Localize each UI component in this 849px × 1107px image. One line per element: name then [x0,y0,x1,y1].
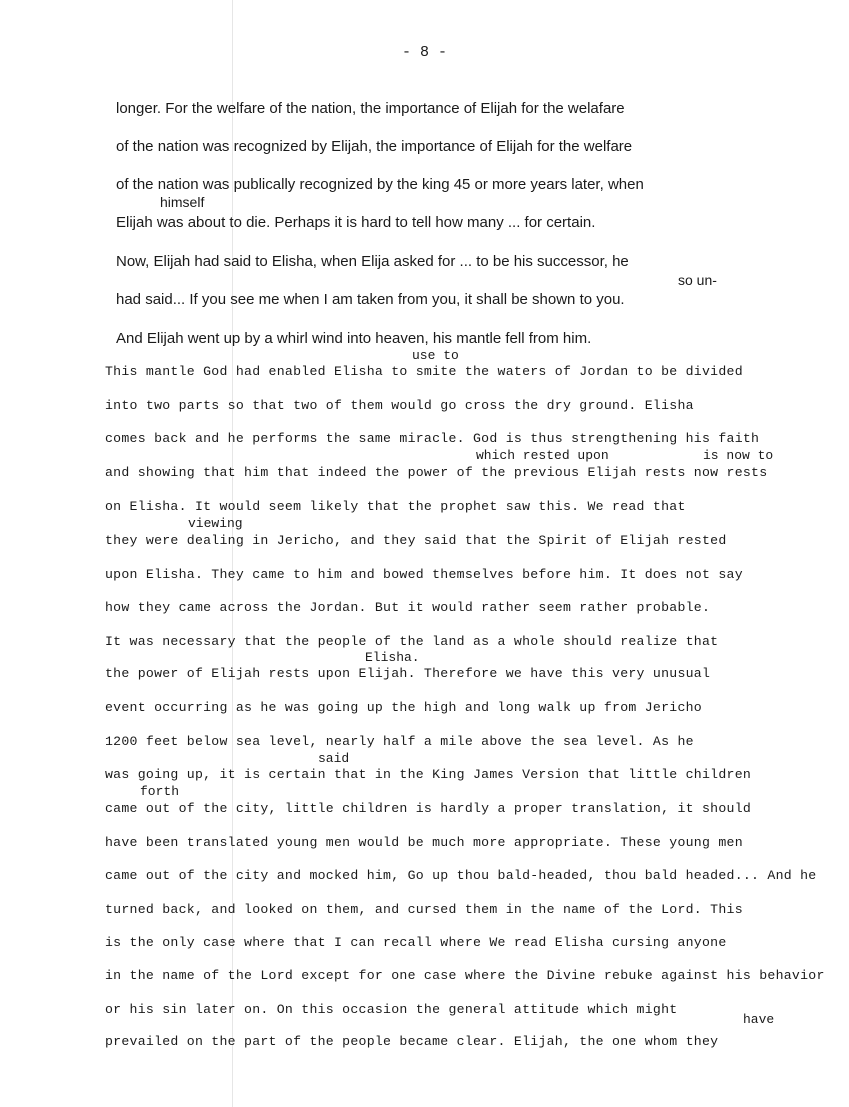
text-line: upon Elisha. They came to him and bowed themselves before him. It does not say [105,567,743,582]
text-line: event occurring as he was going up the high and long walk up from Jericho [105,700,702,715]
page-number: - 8 - [401,44,447,61]
interlinear-insertion: so un- [678,272,717,288]
interlinear-insertion: viewing [188,516,243,531]
text-line: in the name of the Lord except for one case where the Divine rebuke against his behavior [105,968,825,983]
text-line: into two parts so that two of them would go cross the dry ground. Elisha [105,398,694,413]
interlinear-insertion: use to [412,348,459,363]
text-line: of the nation was recognized by Elijah, the importance of Elijah for the welfare [116,138,633,155]
text-line: is the only case where that I can recall where We read Elisha cursing anyone [105,935,727,950]
text-line: 1200 feet below sea level, nearly half a mile above the sea level. As he [105,734,694,749]
interlinear-insertion: is now to [703,448,774,463]
text-line: It was necessary that the people of the land as a whole should realize that [105,634,719,649]
text-line: comes back and he performs the same miracle. God is thus strengthening his faith [105,431,760,446]
text-line: came out of the city and mocked him, Go up thou bald-headed, thou bald headed... And he [105,868,817,883]
text-line: turned back, and looked on them, and cursed them in the name of the Lord. This [105,902,743,917]
interlinear-insertion: have [743,1012,775,1027]
text-line: This mantle God had enabled Elisha to smite the waters of Jordan to be divided [105,364,743,379]
text-line: and showing that him that indeed the power of the previous Elijah rests now rests [105,465,768,480]
interlinear-insertion: forth [140,784,180,799]
text-line: they were dealing in Jericho, and they said that the Spirit of Elijah rested [105,533,727,548]
interlinear-insertion: himself [160,194,205,210]
text-line: of the nation was publically recognized by the king 45 or more years later, when [116,176,644,193]
text-line: on Elisha. It would seem likely that the prophet saw this. We read that [105,499,686,514]
text-line: have been translated young men would be much more appropriate. These young men [105,835,743,850]
text-line: longer. For the welfare of the nation, the importance of Elijah for the welafare [116,100,625,117]
text-line: Now, Elijah had said to Elisha, when Elija asked for ... to be his successor, he [116,253,629,270]
text-line: had said... If you see me when I am taken from you, it shall be shown to you. [116,291,625,308]
interlinear-insertion: which rested upon [476,448,609,463]
interlinear-insertion: Elisha. [365,650,420,665]
text-line: or his sin later on. On this occasion the general attitude which might [105,1002,678,1017]
text-line: Elijah was about to die. Perhaps it is hard to tell how many ... for certain. [116,214,596,231]
text-line: came out of the city, little children is hardly a proper translation, it should [105,801,752,816]
text-line: was going up, it is certain that in the King James Version that little children [105,767,752,782]
text-line: the power of Elijah rests upon Elijah. Therefore we have this very unusual [105,666,711,681]
text-line: prevailed on the part of the people became clear. Elijah, the one whom they [105,1034,719,1049]
interlinear-insertion: said [318,751,350,766]
text-line: how they came across the Jordan. But it would rather seem rather probable. [105,600,711,615]
text-line: And Elijah went up by a whirl wind into heaven, his mantle fell from him. [116,330,592,347]
